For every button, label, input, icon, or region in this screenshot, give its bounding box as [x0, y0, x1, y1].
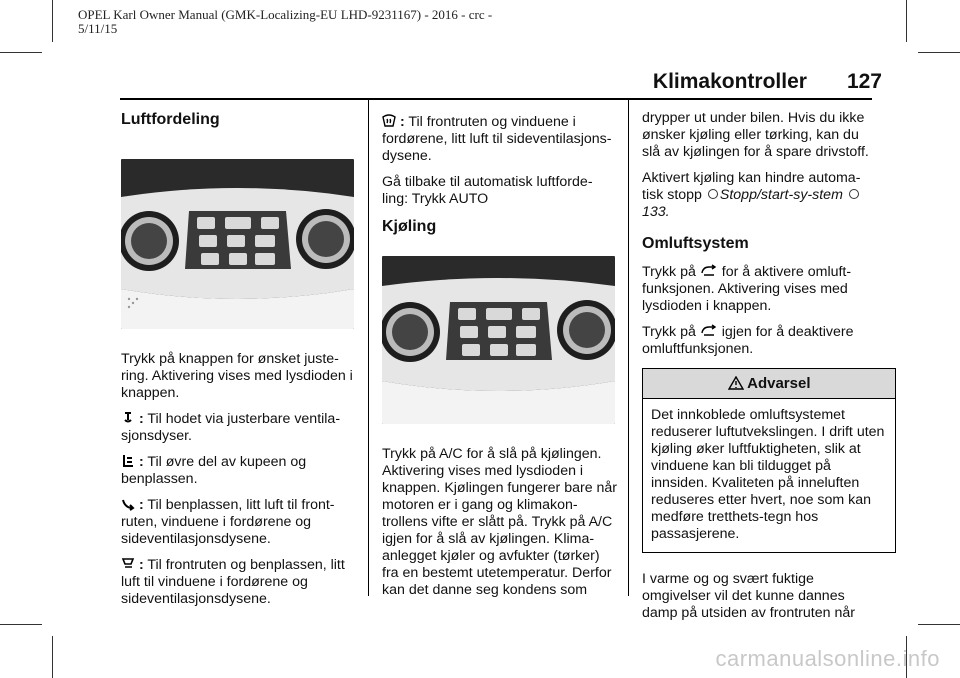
autostop-text: Aktivert kjøling kan hindre automa-tisk stopp: [642, 170, 861, 203]
recirc-off-text-b: igjen for å deaktivere omluftfunksjonen.: [642, 324, 854, 357]
autostop-note: [642, 170, 878, 221]
continued-text: drypper ut under bilen. Hvis du ikke ønsker kjøling eller tørking, kan du slå av kjølingen for å spare drivstoff.: [642, 110, 869, 160]
intro-text: Trykk på knappen for ønsket juste-ring. Aktivering vises med lysdioden i knappen.: [121, 351, 353, 401]
item-defrost-text: Til frontruten og vinduene i fordørene, litt luft til sideventilasjons-dysene.: [382, 114, 612, 164]
recirc-on-text-a: Trykk på: [642, 264, 696, 280]
column-1: [121, 111, 357, 617]
heading-luftfordeling: Luftfordeling: [121, 111, 220, 128]
crop-mark: [52, 0, 53, 42]
recirculation-icon: [700, 324, 718, 338]
air-face-feet-icon: [121, 454, 135, 468]
warning-header: [643, 369, 895, 399]
auto-text: Gå tilbake til automatisk luftforde-ling: Trykk AUTO: [382, 174, 593, 207]
climate-panel-photo: [121, 159, 354, 329]
air-windshield-feet-icon: [121, 557, 135, 571]
page-number: 127: [846, 70, 882, 93]
crop-mark: [0, 624, 42, 625]
ac-text: Trykk på A/C for å slå på kjølingen. Aktivering vises med lysdioden i knappen. Kjølingen fungerer bare når motoren er i gang og klimakon-trollens vifte er slått på. Trykk på A/C igjen for å slå av kjølingen. Klima-anlegget kjøler og avfukter (tørker) fra en bestemt utetemperatur. Derfor kan det danne seg kondens som: [382, 446, 618, 598]
warning-triangle-icon: [728, 376, 744, 390]
crop-mark: [918, 52, 960, 53]
recirc-off-text-a: Trykk på: [642, 324, 696, 340]
air-face-icon: [121, 411, 135, 425]
column-divider: [628, 100, 629, 596]
crop-mark: [906, 0, 907, 42]
item-feet-text: Til benplassen, litt luft til front-ruten, vinduene i fordørene og sideventilasjonsdysene.: [121, 497, 335, 547]
heading-omluftsystem: Omluftsystem: [642, 235, 749, 252]
column-divider: [368, 100, 369, 596]
recirculation-icon: [700, 264, 718, 278]
cross-reference-icon: [849, 189, 859, 199]
item-face-feet: : Til øvre del av kupeen og benplassen.: [121, 454, 307, 487]
crop-mark: [918, 624, 960, 625]
recirc-off: [642, 324, 878, 358]
item-face-feet-text: Til øvre del av kupeen og benplassen.: [121, 454, 307, 487]
autostop-page[interactable]: 133.: [642, 204, 670, 220]
item-feet: : Til benplassen, litt luft til front-ruten, vinduene i fordørene og sideventilasjonsdysene.: [121, 497, 335, 547]
item-face: : Til hodet via justerbare ventila-sjonsdyser.: [121, 411, 341, 444]
ac-panel-photo: [382, 256, 615, 424]
item-defrost: : Til frontruten og vinduene i fordørene, litt luft til sideventilasjons-dysene.: [382, 114, 612, 164]
column-3: [642, 110, 885, 631]
ac-panel-illustration: [382, 256, 615, 424]
recirc-on: [642, 264, 878, 315]
header-rule: [120, 98, 872, 100]
recirc-on-text-b: for å aktivere omluft-funksjonen. Aktivering vises med lysdioden i knappen.: [642, 264, 852, 314]
climate-panel-illustration: [121, 159, 354, 329]
defrost-windshield-icon: [382, 114, 396, 128]
warning-box: [642, 368, 896, 553]
heading-kjoling: Kjøling: [382, 218, 437, 235]
autostop-link[interactable]: Stopp/start-sy-stem: [719, 187, 843, 203]
meta-line-2: 5/11/15: [78, 21, 118, 36]
section-title: Klimakontroller: [652, 70, 807, 93]
item-face-text: Til hodet via justerbare ventila-sjonsdyser.: [121, 411, 341, 444]
cross-reference-icon: [708, 189, 718, 199]
item-windshield-feet-text: Til frontruten og benplassen, litt luft til vinduene i fordørene og sideventilasjonsdysene.: [121, 557, 345, 607]
crop-mark: [0, 52, 42, 53]
item-windshield-feet: : Til frontruten og benplassen, litt luft til vinduene i fordørene og sideventilasjonsdysene.: [121, 557, 345, 607]
warning-body: Det innkoblede omluftsystemet reduserer luftutvekslingen. I drift uten kjøling øker luftfuktigheten, slik at vinduene kan bli tildugget på innsiden. Kvaliteten på inneluften reduseres etter hvert, noe som kan medføre tretthets-tegn hos passasjerene.: [651, 407, 885, 542]
warning-title: Advarsel: [747, 375, 811, 392]
watermark: carmanualsonline.info: [715, 646, 940, 671]
air-feet-icon: [121, 497, 135, 511]
document-meta: [78, 8, 492, 36]
running-header: [653, 70, 882, 94]
meta-line-1: OPEL Karl Owner Manual (GMK-Localizing-EU LHD-9231167) - 2016 - crc -: [78, 7, 493, 22]
crop-mark: [52, 636, 53, 678]
column-2: [382, 114, 618, 608]
tail-text: I varme og og svært fuktige omgivelser vil det kunne dannes damp på utsiden av frontruten når: [642, 571, 855, 621]
